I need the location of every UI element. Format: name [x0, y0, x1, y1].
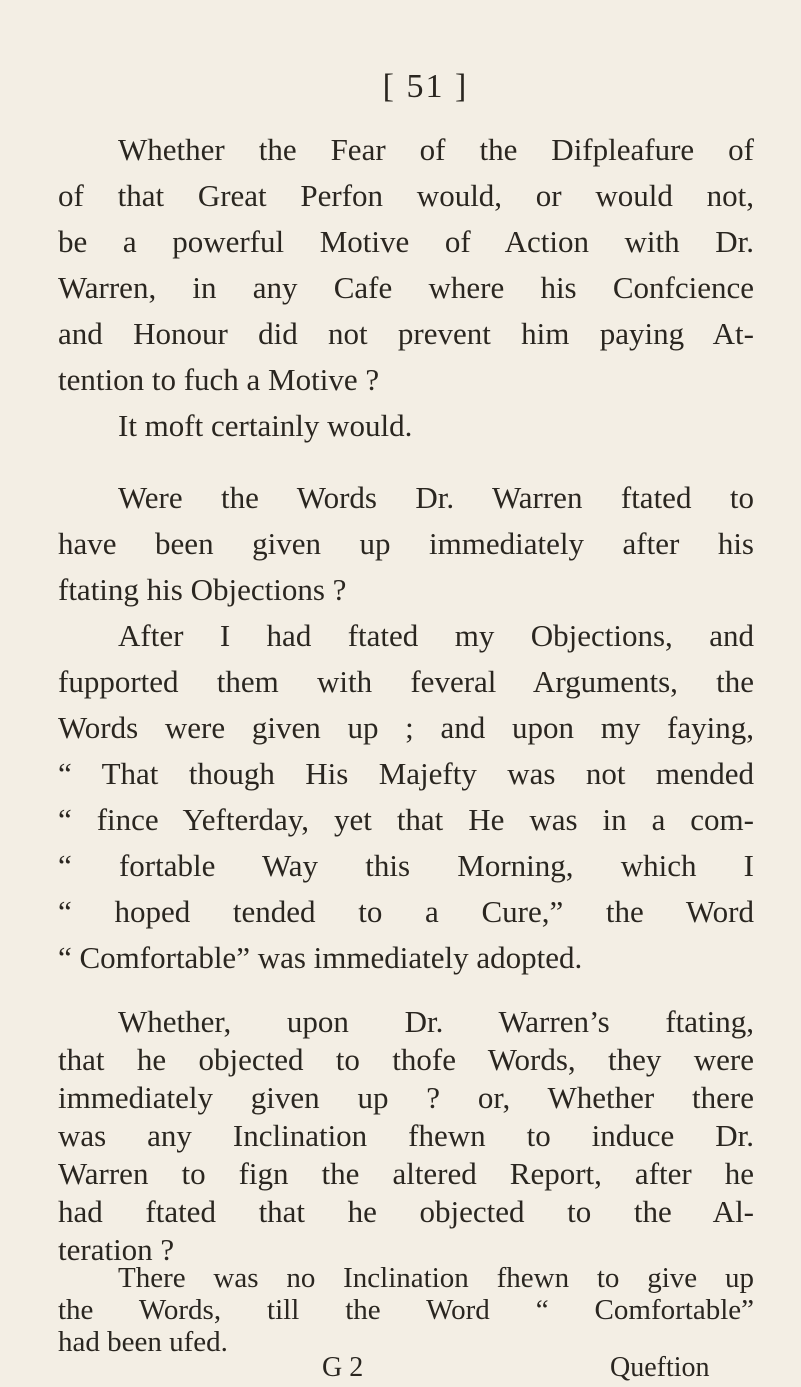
text-line: It moft certainly would.: [118, 408, 413, 443]
text-line: had ftated that he objected to the Al-: [58, 1194, 754, 1229]
text-line: ftating his Objections ?: [58, 572, 347, 607]
text-line: Were the Words Dr. Warren ftated to: [118, 480, 754, 515]
text-line: and Honour did not prevent him paying At-: [58, 316, 754, 351]
text-line: the Words, till the Word “ Comfortable”: [58, 1294, 754, 1326]
page-number: [ 51 ]: [382, 68, 469, 105]
text-line: was any Inclination fhewn to induce Dr.: [58, 1118, 754, 1153]
text-line: There was no Inclination fhewn to give up: [118, 1262, 754, 1294]
text-line: Whether, upon Dr. Warren’s ftating,: [118, 1004, 754, 1039]
text-line: After I had ftated my Objections, and: [118, 618, 754, 653]
text-line: “ That though His Majefty was not mended: [58, 756, 754, 791]
text-line: “ Comfortable” was immediately adopted.: [58, 940, 583, 975]
text-line: had been ufed.: [58, 1326, 228, 1358]
text-line: “ fince Yefterday, yet that He was in a com-: [58, 802, 754, 837]
text-line: immediately given up ? or, Whether there: [58, 1080, 754, 1115]
text-line: “ fortable Way this Morning, which I: [58, 848, 754, 883]
catchword: Queftion: [610, 1352, 710, 1383]
text-line: teration ?: [58, 1232, 175, 1267]
text-line: Warren, in any Cafe where his Confcience: [58, 270, 754, 305]
text-line: have been given up immediately after his: [58, 526, 754, 561]
text-line: that he objected to thofe Words, they were: [58, 1042, 754, 1077]
text-line: Warren to fign the altered Report, after he: [58, 1156, 754, 1191]
signature-mark: G 2: [322, 1352, 364, 1383]
text-line: Words were given up ; and upon my faying,: [58, 710, 754, 745]
text-line: be a powerful Motive of Action with Dr.: [58, 224, 754, 259]
text-line: fupported them with feveral Arguments, the: [58, 664, 754, 699]
text-line: Whether the Fear of the Difpleafure of: [118, 132, 754, 167]
text-line: of that Great Perfon would, or would not,: [58, 178, 754, 213]
text-line: “ hoped tended to a Cure,” the Word: [58, 894, 754, 929]
text-line: tention to fuch a Motive ?: [58, 362, 380, 397]
